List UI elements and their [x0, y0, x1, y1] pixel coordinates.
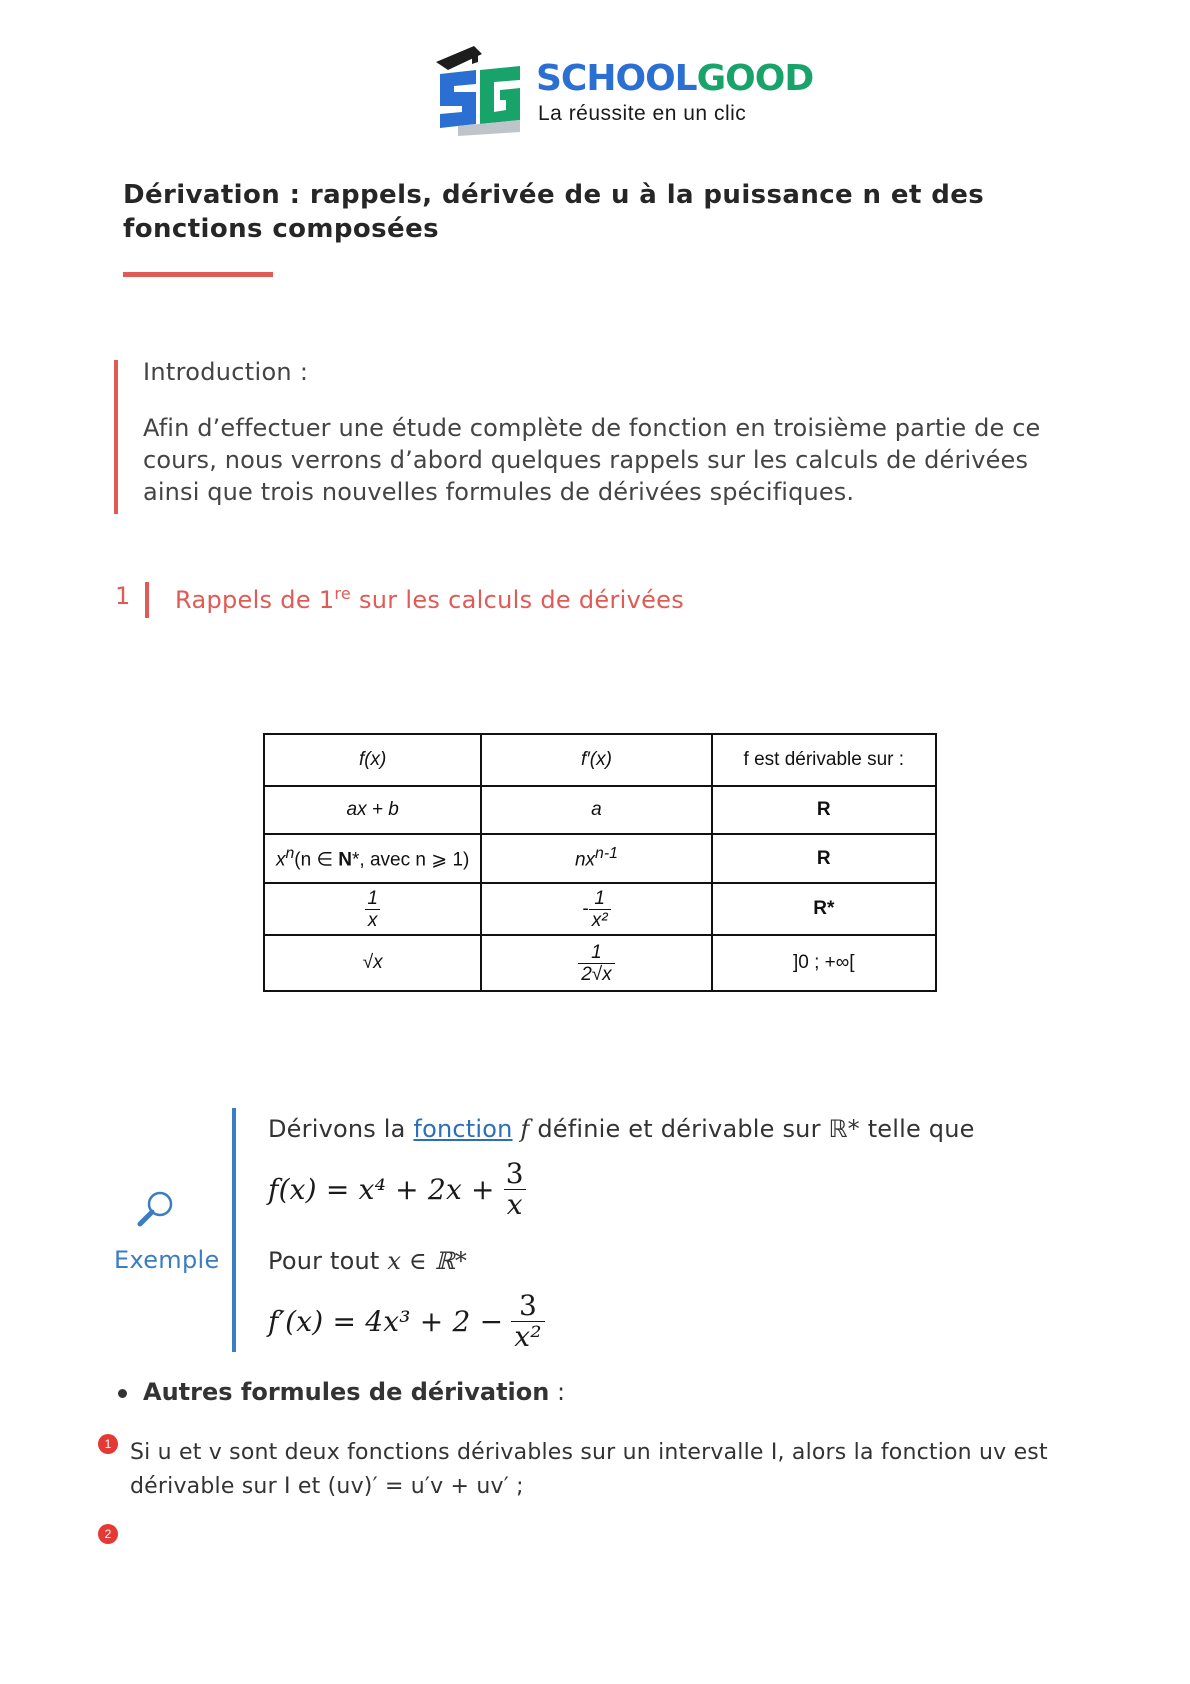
introduction-block [114, 360, 1064, 514]
fonction-link[interactable]: fonction [413, 1115, 513, 1143]
item-marker-1: 1 [98, 1434, 118, 1454]
formula-item-1: Si u et v sont deux fonctions dérivables sur un intervalle I, alors la fonction uv est dérivable sur I et (uv)′ = u′v + uv′ ; [130, 1440, 1048, 1499]
derivatives-table [263, 733, 937, 992]
table-cell: R [712, 786, 936, 834]
table-cell: $\frac{1}{2√x}$ [481, 935, 711, 991]
table-row [264, 834, 936, 883]
table-cell: $\frac{1}{x}$ [264, 883, 481, 935]
example-equation-fprime: f′(x) = 4x³ + 2 − $\frac{3}{\text{x²}}$ [268, 1276, 1068, 1366]
table-header-row [264, 734, 936, 786]
magnifier-icon [134, 1187, 178, 1231]
introduction-heading: Introduction : [143, 358, 309, 386]
table-header-cell: f′(x) [481, 734, 711, 786]
table-row [264, 935, 936, 991]
example-equation-f: f(x) = x⁴ + 2x + $\frac{3}{x}$ [268, 1156, 524, 1221]
example-content [268, 1114, 1068, 1366]
table-header-cell: f est dérivable sur : [712, 734, 936, 786]
table-cell: $nx^{n-1}$ [481, 834, 711, 883]
formulas-heading: Autres formules de dérivation : [118, 1378, 565, 1406]
table-cell: R [712, 834, 936, 883]
section-bar [145, 582, 149, 618]
example-label: Exemple [114, 1246, 220, 1274]
table-cell: a [481, 786, 711, 834]
table-cell: ax + b [264, 786, 481, 834]
section-number: 1 [115, 582, 131, 610]
brand-tagline: La réussite en un clic [538, 102, 747, 125]
bullet-dot [118, 1389, 127, 1398]
table-cell: √x [264, 935, 481, 991]
table-cell: R* [712, 883, 936, 935]
table-header-cell: f(x) [264, 734, 481, 786]
example-for-all: Pour tout x ∈ ℝ* [268, 1247, 468, 1275]
section-title: Rappels de 1re sur les calculs de dérivées [175, 584, 685, 614]
table-cell: ]0 ; +∞[ [712, 935, 936, 991]
introduction-text: Afin d’effectuer une étude complète de fonction en troisième partie de ce cours, nous verrons d’abord quelques rappels sur les calculs de dérivées ainsi que trois nouvelles formules de dérivées spécifiques. [143, 414, 1041, 506]
table-cell: $x^n(n$ ∈ N*, avec n ⩾ 1) [264, 834, 481, 883]
table-cell: - $\frac{1}{\text{x²}}$ [481, 883, 711, 935]
table-row [264, 786, 936, 834]
title-underline [123, 272, 273, 277]
brand-name: SCHOOLGOOD [536, 58, 814, 99]
document-title: Dérivation : rappels, dérivée de u à la puissance n et des fonctions composées [123, 180, 985, 244]
sg-logo-icon [428, 40, 528, 136]
example-bar [232, 1108, 236, 1352]
example-statement: Dérivons la fonction f définie et dérivable sur ℝ* telle que [268, 1115, 975, 1143]
item-marker-2: 2 [98, 1524, 118, 1544]
table-row [264, 883, 936, 935]
schoolgood-logo [428, 40, 814, 136]
